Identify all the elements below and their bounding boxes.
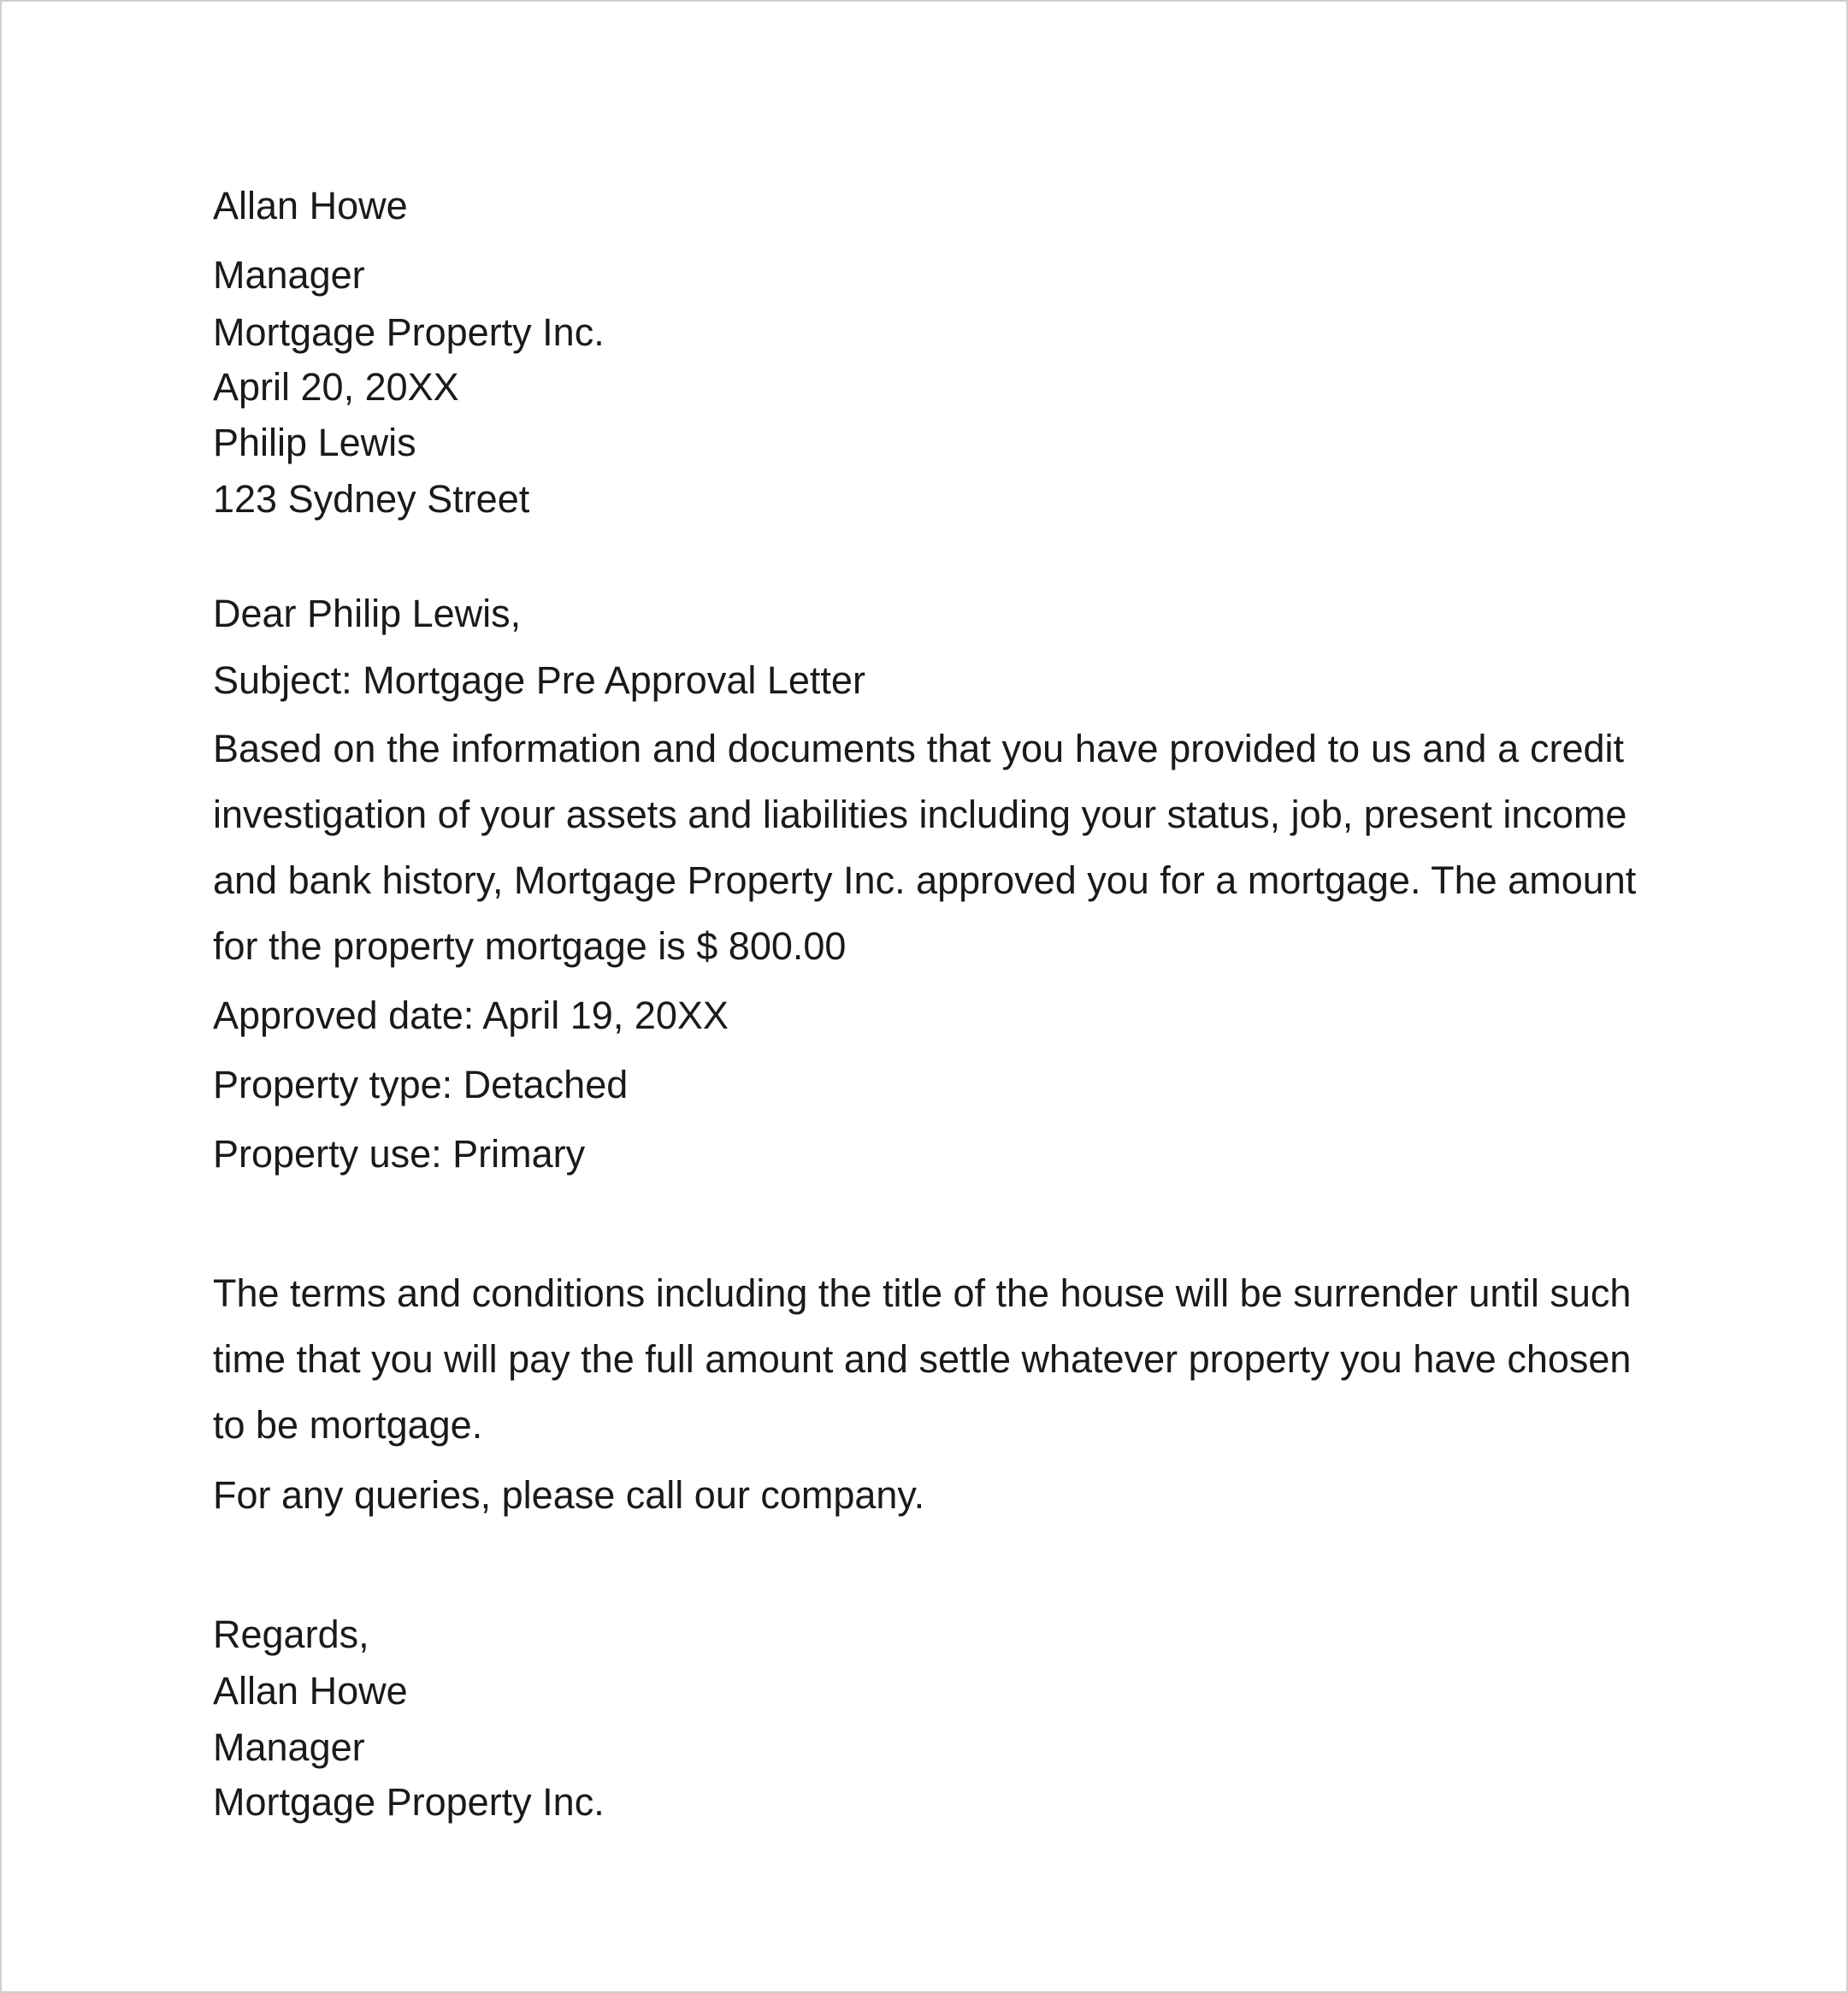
closing-name: Allan Howe bbox=[213, 1669, 408, 1713]
recipient-name: Philip Lewis bbox=[213, 421, 416, 464]
paragraph-line: time that you will pay the full amount and settle whatever property you have chosen bbox=[213, 1337, 1632, 1381]
subject-line: Subject: Mortgage Pre Approval Letter bbox=[213, 658, 865, 702]
salutation: Dear Philip Lewis, bbox=[213, 592, 522, 635]
paragraph-line: Based on the information and documents that you have provided to us and a credit bbox=[213, 727, 1624, 770]
closing-title: Manager bbox=[213, 1725, 365, 1769]
paragraph-line: to be mortgage. bbox=[213, 1403, 483, 1447]
paragraph-line: and bank history, Mortgage Property Inc. approved you for a mortgage. The amount bbox=[213, 858, 1637, 902]
paragraph-line: for the property mortgage is $ 800.00 bbox=[213, 924, 847, 968]
paragraph-line: The terms and conditions including the title of the house will be surrender until such bbox=[213, 1271, 1632, 1315]
recipient-address: 123 Sydney Street bbox=[213, 477, 530, 521]
property-use: Property use: Primary bbox=[213, 1132, 586, 1176]
body-paragraph-1 bbox=[213, 716, 1637, 979]
sender-name: Allan Howe bbox=[213, 184, 408, 227]
closing-company: Mortgage Property Inc. bbox=[213, 1780, 605, 1824]
paragraph-line: investigation of your assets and liabilities including your status, job, present income bbox=[213, 793, 1627, 836]
sender-title: Manager bbox=[213, 253, 365, 297]
approved-date: Approved date: April 19, 20XX bbox=[213, 994, 729, 1037]
property-type: Property type: Detached bbox=[213, 1063, 629, 1106]
closing-regards: Regards, bbox=[213, 1613, 369, 1656]
body-paragraph-2 bbox=[213, 1260, 1632, 1458]
letter-date: April 20, 20XX bbox=[213, 365, 459, 409]
queries-line: For any queries, please call our company. bbox=[213, 1473, 925, 1517]
sender-company: Mortgage Property Inc. bbox=[213, 310, 605, 354]
